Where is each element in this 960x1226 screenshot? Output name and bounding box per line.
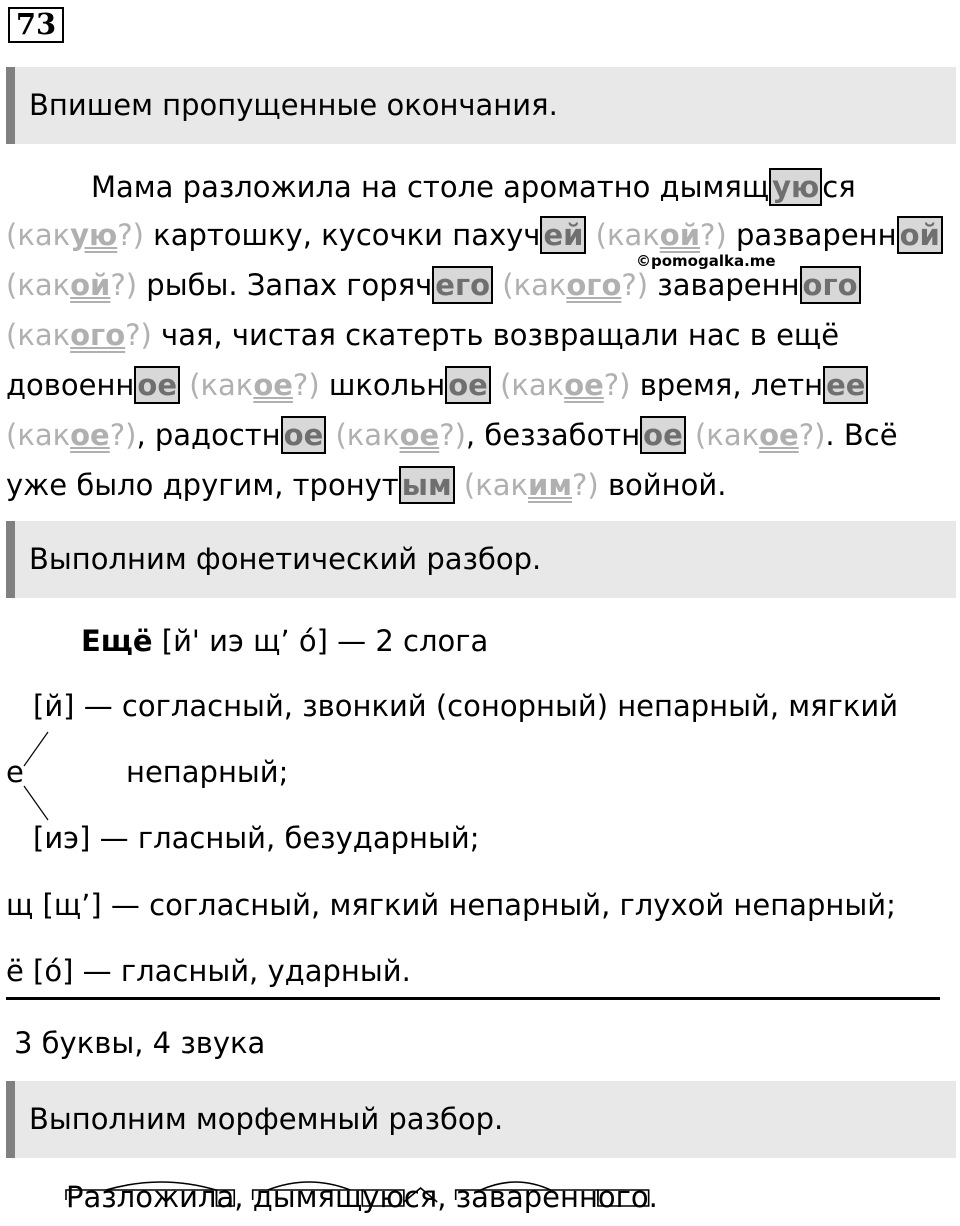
ending-box-mark	[598, 1190, 649, 1206]
analysed-word: Ещё	[81, 624, 153, 658]
sound-y-line-cont: непарный;	[126, 755, 289, 789]
section-header-phonetic: Выполним фонетический разбор.	[6, 521, 956, 598]
ending-box: ым	[399, 466, 455, 504]
ending-box: ое	[640, 416, 686, 454]
stem-bracket	[456, 1190, 598, 1200]
ending-box: ей	[540, 216, 586, 254]
letter-e: е	[6, 755, 24, 789]
root-arc	[106, 1182, 216, 1190]
ending-frame: ую	[362, 1180, 404, 1214]
root-arc	[268, 1182, 351, 1190]
ending-frame: а	[216, 1180, 235, 1214]
para-line: (какую?) картошку, кусочки пахуч ей (какой?) разваренн ой	[6, 210, 951, 260]
para-line: довоенн ое (какое?) школьн ое (какое?) время, летн ее	[6, 360, 951, 410]
ending-box-mark	[362, 1190, 404, 1206]
letters-sounds-summary: 3 буквы, 4 звука	[14, 1026, 266, 1060]
stem-bracket	[66, 1190, 216, 1200]
watermark: ©pomogalka.me	[636, 252, 776, 270]
para-line: (какого?) чая, чистая скатерть возвращали нас в ещё	[6, 318, 840, 352]
ending-box-mark	[216, 1190, 234, 1206]
ending-box: ое	[281, 416, 327, 454]
para-line: (какой?) рыбы. Запах горяч его (какого?) заваренн ого	[6, 260, 951, 310]
letter-yo-line: ё [о́] — гласный, ударный.	[6, 954, 411, 988]
sound-i-line: [иэ] — гласный, безударный;	[33, 821, 480, 855]
ending-box: его	[432, 266, 493, 304]
task-number: 73	[8, 7, 64, 43]
ending-box: ой	[897, 216, 943, 254]
phonetic-word-line: Ещё [й' иэ щ’ о́] — 2 слога	[6, 616, 951, 666]
postfix-mark	[404, 1188, 437, 1202]
section-header-morphemic: Выполним морфемный разбор.	[6, 1081, 956, 1158]
ending-box: ого	[800, 266, 861, 304]
para-line: (какое?), радостн ое (какое?), беззаботн ое (какое?). Всё	[6, 418, 898, 452]
ending-box: ое	[445, 366, 491, 404]
morphemic-words: Разложила, дымящуюся, заваренного.	[66, 1180, 658, 1214]
ending-frame: ого	[597, 1180, 649, 1214]
para-line: Мама разложила на столе ароматно дымящ ую ся	[91, 170, 856, 204]
ending-box: ую	[769, 168, 822, 206]
sound-y-line: [й] — согласный, звонкий (сонорный) непарный, мягкий	[33, 689, 899, 723]
ending-box: ое	[134, 366, 180, 404]
letter-shch-line: щ [щ’] — согласный, мягкий непарный, глухой непарный;	[6, 888, 896, 922]
root-arc	[481, 1182, 551, 1190]
section-header-endings: Впишем пропущенные окончания.	[6, 67, 956, 144]
ending-box: ее	[823, 366, 868, 404]
stem-bracket	[253, 1190, 363, 1200]
para-line: уже было другим, тронут ым (каким?) войной.	[6, 468, 727, 502]
